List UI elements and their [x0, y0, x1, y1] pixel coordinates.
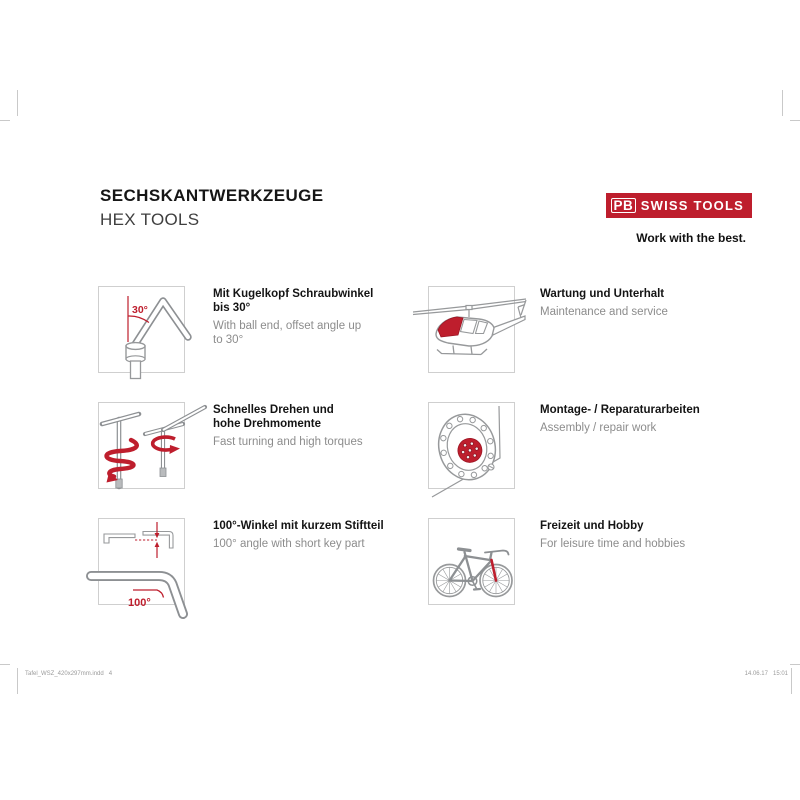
- feature-title: 100°-Winkel mit kurzem Stiftteil: [213, 520, 384, 532]
- feature-description: Fast turning and high torques: [213, 436, 363, 448]
- illustration-box-safe: [428, 402, 515, 489]
- page-title-english: HEX TOOLS: [100, 210, 200, 229]
- helicopter-art: [429, 287, 516, 374]
- crop-mark-top-left-h: [0, 120, 10, 121]
- feature-description: With ball end, offset angle up to 30°: [213, 320, 362, 346]
- crop-mark-bottom-right-v: [791, 668, 792, 694]
- illustration-box-fast-turning: [98, 402, 185, 489]
- spinning-hex-keys-art: [99, 403, 186, 490]
- page-title-german: SECHSKANTWERKZEUGE: [100, 186, 324, 205]
- illustration-box-bicycle: [428, 518, 515, 605]
- crop-mark-bottom-right-h: [790, 664, 800, 665]
- angle-30-label: 30°: [132, 304, 148, 316]
- print-timestamp: 14.06.17 15:01: [744, 671, 788, 677]
- feature-title: Freizeit und Hobby: [540, 520, 644, 532]
- feature-description: 100° angle with short key part: [213, 538, 365, 550]
- feature-text-ball-end: [213, 287, 428, 347]
- angle-100-label: 100°: [128, 597, 151, 609]
- logo-pb-monogram: PB: [611, 198, 636, 213]
- logo-wordmark: SWISS TOOLS: [640, 198, 744, 213]
- crop-mark-top-left-v: [17, 90, 18, 116]
- safe-vault-art: [429, 403, 516, 490]
- feature-text-maintenance: [540, 287, 755, 319]
- feature-title: Wartung und Unterhalt: [540, 288, 665, 300]
- feature-description: Assembly / repair work: [540, 422, 657, 434]
- ball-end-hex-key-art: [99, 287, 186, 374]
- illustration-box-angle-100: [98, 518, 185, 609]
- feature-title: Montage- / Reparaturarbeiten: [540, 404, 700, 416]
- print-filename: Tafel_WSZ_420x297mm.indd 4: [25, 671, 113, 677]
- pb-swiss-tools-logo: [606, 193, 752, 218]
- crop-mark-bottom-left-v: [17, 668, 18, 694]
- feature-title: Mit Kugelkopf Schraubwinkel bis 30°: [213, 288, 374, 314]
- feature-text-angle-100: [213, 519, 428, 551]
- feature-text-leisure: [540, 519, 755, 551]
- crop-mark-top-right-h: [790, 120, 800, 121]
- brand-tagline: Work with the best.: [636, 231, 746, 245]
- illustration-box-helicopter: [428, 286, 515, 373]
- crop-mark-bottom-left-h: [0, 664, 10, 665]
- page-title: [100, 186, 324, 230]
- illustration-box-ball-end: [98, 286, 185, 373]
- feature-text-fast-turning: [213, 403, 428, 449]
- feature-text-assembly: [540, 403, 755, 435]
- feature-description: For leisure time and hobbies: [540, 538, 686, 550]
- bicycle-art: [429, 519, 516, 606]
- feature-title: Schnelles Drehen und hohe Drehmomente: [213, 404, 334, 430]
- feature-description: Maintenance and service: [540, 306, 668, 318]
- crop-mark-top-right-v: [782, 90, 783, 116]
- angle-100-key-art: [99, 519, 186, 609]
